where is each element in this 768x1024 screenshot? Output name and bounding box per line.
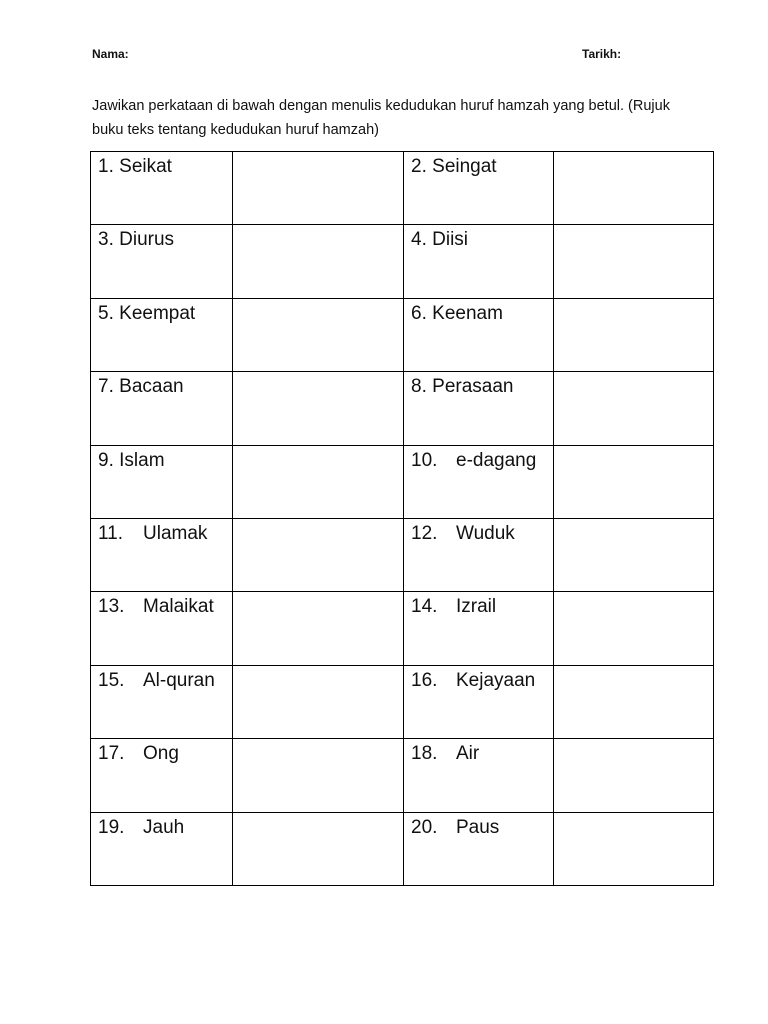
item-number: 14.: [411, 596, 438, 618]
word-cell: [91, 225, 233, 298]
item-number: 10.: [411, 449, 438, 471]
item-word: Ong: [143, 743, 179, 765]
answer-cell[interactable]: [554, 518, 714, 591]
answer-cell[interactable]: [233, 739, 404, 812]
item-word: e-dagang: [456, 449, 537, 471]
answer-cell[interactable]: [554, 445, 714, 518]
word-cell: [91, 372, 233, 445]
item-number: 4.: [411, 229, 427, 251]
table-row: [91, 665, 714, 738]
item-word: Jauh: [143, 816, 185, 838]
item-word: Al-quran: [143, 669, 215, 691]
table-row: [91, 152, 714, 225]
answer-cell[interactable]: [554, 225, 714, 298]
answer-cell[interactable]: [554, 152, 714, 225]
item-word: Wuduk: [456, 522, 515, 544]
table-row: [91, 298, 714, 371]
word-cell: [404, 152, 554, 225]
word-cell: [91, 298, 233, 371]
table-row: [91, 739, 714, 812]
item-word: Malaikat: [143, 596, 214, 618]
worksheet-table: [90, 151, 714, 886]
item-word: Seingat: [432, 156, 497, 177]
word-cell: [404, 665, 554, 738]
answer-cell[interactable]: [233, 592, 404, 665]
item-number: 3.: [98, 229, 114, 251]
answer-cell[interactable]: [554, 298, 714, 371]
answer-cell[interactable]: [554, 372, 714, 445]
item-number: 6.: [411, 302, 427, 324]
item-word: Izrail: [456, 596, 497, 618]
item-word: Diisi: [432, 229, 469, 251]
answer-cell[interactable]: [233, 152, 404, 225]
answer-cell[interactable]: [554, 592, 714, 665]
item-word: Islam: [119, 449, 165, 471]
item-number: 1.: [98, 156, 114, 177]
answer-cell[interactable]: [233, 665, 404, 738]
word-cell: [404, 372, 554, 445]
answer-cell[interactable]: [554, 812, 714, 885]
item-number: 18.: [411, 743, 438, 765]
instructions-text: Jawikan perkataan di bawah dengan menulis kedudukan huruf hamzah yang betul. (Rujuk buku teks tentang kedudukan huruf hamzah): [92, 98, 670, 138]
item-number: 20.: [411, 816, 438, 838]
item-word: Perasaan: [432, 376, 514, 398]
answer-cell[interactable]: [233, 372, 404, 445]
word-cell: [91, 152, 233, 225]
item-word: Keenam: [432, 302, 503, 324]
item-word: Air: [456, 743, 480, 765]
item-number: 2.: [411, 156, 427, 177]
word-cell: [91, 812, 233, 885]
table-row: [91, 445, 714, 518]
table-row: [91, 372, 714, 445]
word-cell: [404, 225, 554, 298]
item-word: Bacaan: [119, 376, 184, 398]
item-number: 7.: [98, 376, 114, 398]
word-cell: [404, 739, 554, 812]
item-word: Ulamak: [143, 522, 208, 544]
item-number: 8.: [411, 376, 427, 398]
table-row: [91, 812, 714, 885]
item-number: 17.: [98, 743, 125, 765]
table-row: [91, 225, 714, 298]
word-cell: [91, 592, 233, 665]
word-cell: [404, 592, 554, 665]
item-number: 11.: [98, 522, 124, 544]
word-cell: [404, 518, 554, 591]
item-number: 12.: [411, 522, 438, 544]
item-word: Paus: [456, 816, 500, 838]
word-cell: [404, 812, 554, 885]
item-word: Diurus: [119, 229, 175, 251]
word-cell: [91, 445, 233, 518]
item-number: 13.: [98, 596, 125, 618]
answer-cell[interactable]: [233, 812, 404, 885]
word-cell: [91, 665, 233, 738]
answer-cell[interactable]: [554, 739, 714, 812]
answer-cell[interactable]: [233, 445, 404, 518]
answer-cell[interactable]: [554, 665, 714, 738]
item-number: 9.: [98, 449, 114, 471]
item-word: Kejayaan: [456, 669, 536, 691]
item-number: 15.: [98, 669, 125, 691]
worksheet-body: [91, 152, 714, 886]
tarikh-label: Tarikh:: [582, 47, 622, 61]
word-cell: [91, 739, 233, 812]
item-word: Seikat: [119, 156, 172, 177]
nama-label: Nama:: [92, 47, 129, 61]
table-row: [91, 592, 714, 665]
answer-cell[interactable]: [233, 298, 404, 371]
table-row: [91, 518, 714, 591]
item-number: 16.: [411, 669, 438, 691]
word-cell: [404, 298, 554, 371]
answer-cell[interactable]: [233, 518, 404, 591]
item-number: 5.: [98, 302, 114, 324]
word-cell: [91, 518, 233, 591]
item-word: Keempat: [119, 302, 196, 324]
word-cell: [404, 445, 554, 518]
answer-cell[interactable]: [233, 225, 404, 298]
item-number: 19.: [98, 816, 125, 838]
